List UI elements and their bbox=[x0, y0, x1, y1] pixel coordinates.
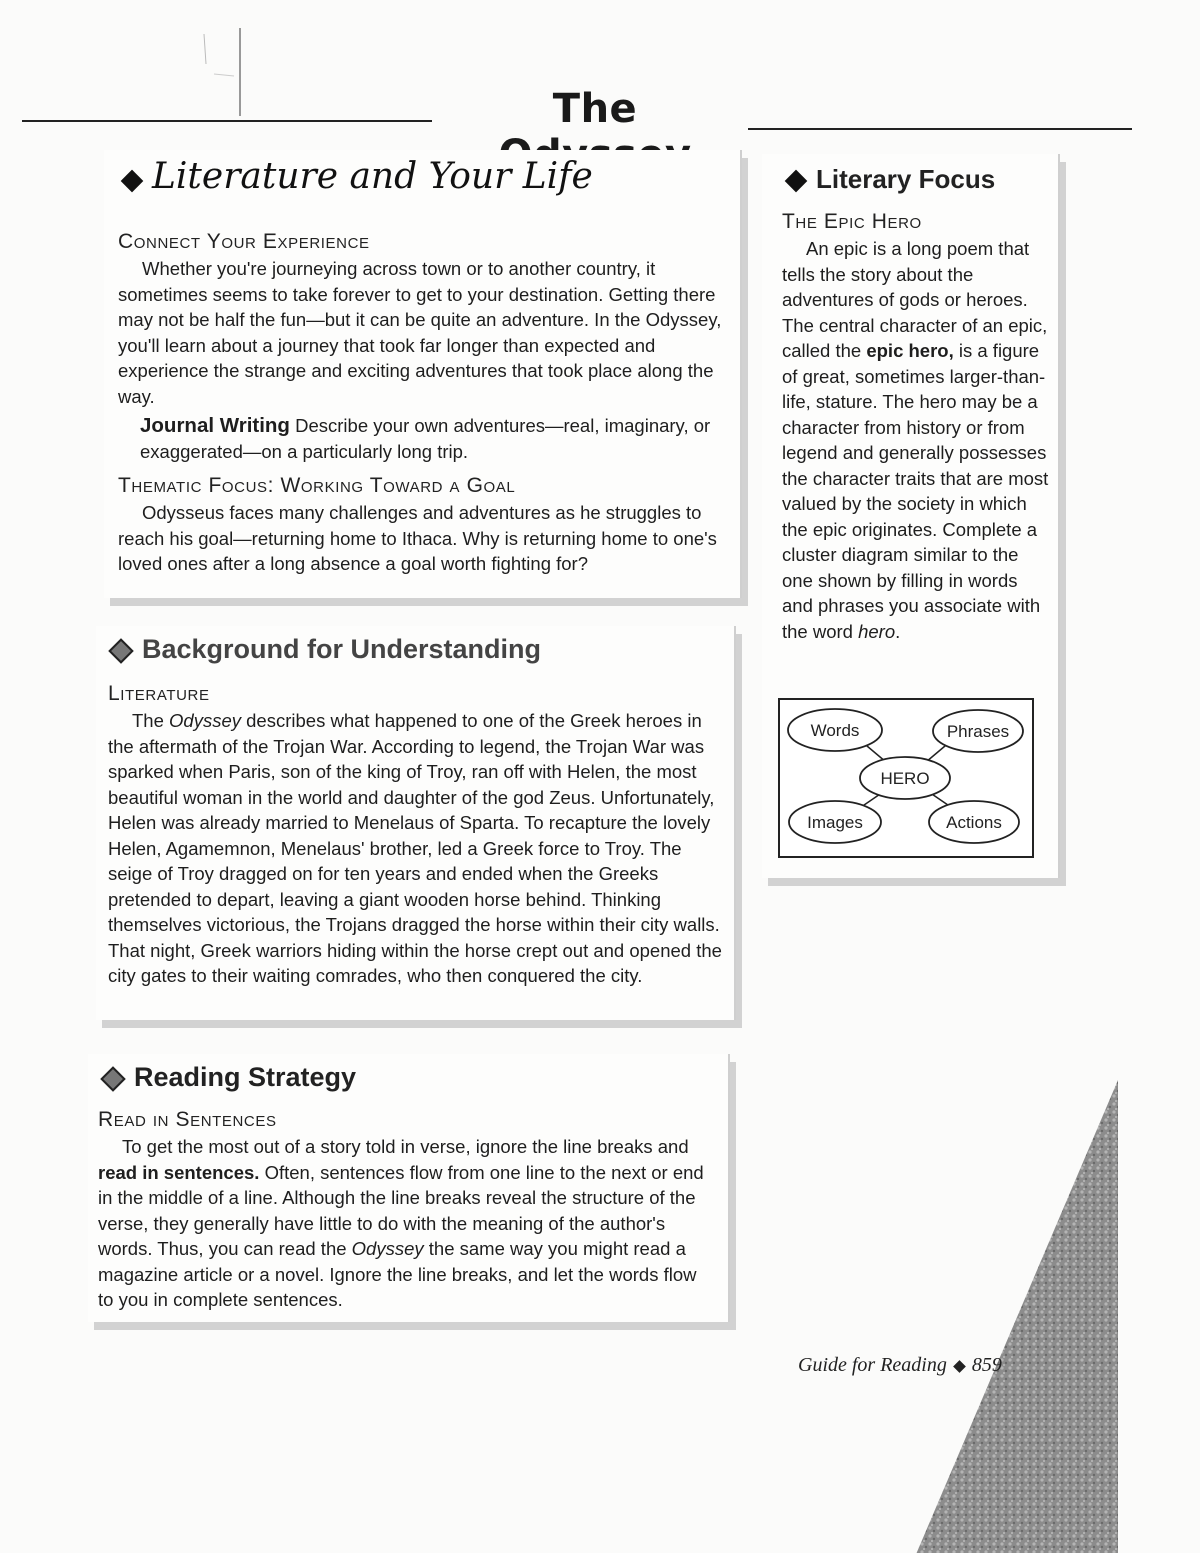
thematic-text: Odysseus faces many challenges and adventures as he struggles to reach his goal—returning home to Ithaca. Why is returning home to one's loved ones after a long absence a goal worth fighting for? bbox=[118, 502, 717, 574]
node-hero-label: HERO bbox=[880, 769, 930, 788]
reading-text: To get the most out of a story told in verse, ignore the line breaks and read in sentences. Often, sentences flow from one line to the next or end in the middle of a line. Although the line breaks reveal the structure of the verse, they generally have little to do with the meaning of the author's words. Thus, you can read the Odyssey the same way you might read a magazine article or a novel. Ignore the line breaks, and let the words flow to you in complete sentences. bbox=[98, 1136, 704, 1310]
literature-life-section bbox=[104, 150, 742, 598]
page-number: 859 bbox=[971, 1354, 1002, 1376]
literary-focus-subheading: The Epic Hero bbox=[782, 210, 922, 233]
header-rule-left bbox=[22, 120, 432, 122]
background-subheading: Literature bbox=[108, 682, 210, 705]
section-diamond-icon bbox=[100, 1066, 125, 1091]
reading-strategy-heading: Reading Strategy bbox=[134, 1062, 357, 1092]
node-images-label: Images bbox=[807, 813, 863, 832]
section-diamond-icon bbox=[108, 638, 133, 663]
section-diamond-icon bbox=[121, 169, 144, 192]
literary-focus-heading: Literary Focus bbox=[816, 164, 996, 194]
literary-focus-section bbox=[762, 154, 1060, 878]
footer-diamond-icon bbox=[953, 1360, 966, 1373]
background-heading: Background for Understanding bbox=[142, 634, 542, 664]
node-actions-label: Actions bbox=[946, 813, 1002, 832]
journal-text: Describe your own adventures—real, imaginary, or exaggerated—on a particularly long trip. bbox=[140, 415, 711, 462]
page-footer bbox=[798, 1354, 1002, 1377]
connect-text: Whether you're journeying across town or to another country, it sometimes seems to take forever to get to your destination. Getting there may not be half the fun—but it can be quite an adventure. In the Odyssey, you'll learn about a journey that took far longer than expected and experience the strange and exciting adventures that took place along the way. bbox=[118, 258, 722, 407]
journal-label: Journal Writing bbox=[140, 414, 290, 437]
section-diamond-icon bbox=[785, 169, 808, 192]
node-phrases-label: Phrases bbox=[946, 722, 1010, 741]
header-rule-right bbox=[748, 128, 1132, 130]
reading-subheading: Read in Sentences bbox=[98, 1108, 277, 1131]
connect-heading: Connect Your Experience bbox=[118, 230, 370, 253]
page-title: The bbox=[552, 86, 638, 132]
journal-writing bbox=[118, 413, 724, 464]
literary-focus-text: An epic is a long poem that tells the story about the adventures of gods or heroes. The central character of an epic, called the epic hero, is a figure of great, sometimes larger-than-life, stature. The hero may be a character from history or from legend and generally possesses the character traits that are most valued by the society in which the epic originates. Complete a cluster diagram similar to the one shown by filling in words and phrases you associate with the word hero. bbox=[782, 238, 1049, 642]
cluster-diagram bbox=[778, 698, 1036, 860]
scan-mark bbox=[184, 24, 244, 120]
literature-life-heading: Literature and Your Life bbox=[152, 156, 593, 197]
background-text: The Odyssey describes what happened to one of the Greek heroes in the aftermath of the Trojan War. According to legend, the Trojan War was sparked when Paris, son of the king of Troy, ran off with Helen, the most beautiful woman in the world and daughter of the god Zeus. Unfortunately, Helen was already married to Menelaus of Sparta. To recapture the lovely Helen, Agamemnon, Menelaus' brother, led a Greek force to Troy. The seige of Troy dragged on for ten years and ended when the Greeks pretended to depart, leaving a giant wooden horse behind. Thinking themselves victorious, the Trojans dragged the horse within their city walls. That night, Greek warriors hiding within the horse crept out and opened the city gates to their waiting comrades, who then conquered the city. bbox=[108, 710, 722, 986]
thematic-heading: Thematic Focus: Working Toward a Goal bbox=[118, 474, 516, 497]
footer-label: Guide for Reading bbox=[798, 1354, 947, 1376]
background-section bbox=[96, 626, 736, 1020]
reading-strategy-section bbox=[88, 1054, 730, 1322]
node-words-label: Words bbox=[810, 721, 860, 740]
